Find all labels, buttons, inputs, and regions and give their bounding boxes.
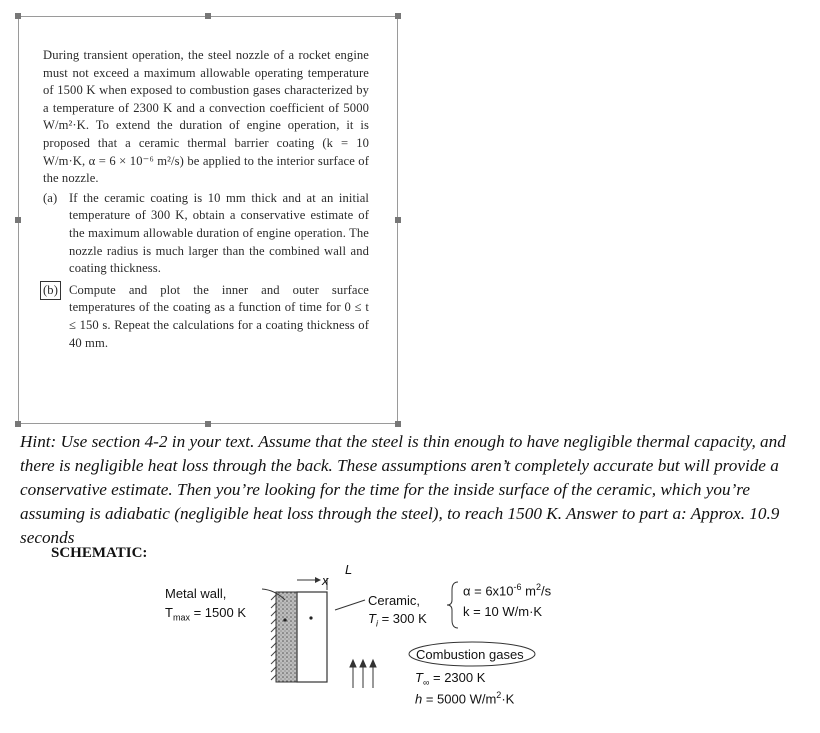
part-a <box>43 190 369 278</box>
thickness-label: L <box>345 562 353 577</box>
ceramic-label: Ceramic, <box>368 593 421 608</box>
corner-handle <box>205 421 211 427</box>
part-b-text: Compute and plot the inner and outer surface temperatures of the coating as a function of time for 0 ≤ t ≤ 150 s. Repeat the calculations for a coating thickness of 40 mm. <box>69 282 369 350</box>
k-label: k = 10 W/m·K <box>463 604 543 619</box>
corner-handle <box>205 13 211 19</box>
ceramic-layer <box>297 592 327 682</box>
corner-handle <box>15 13 21 19</box>
alpha-label: $\alpha = 6x10^{-6}$ $m^2/s$ <box>463 582 552 599</box>
corner-handle <box>15 421 21 427</box>
x-axis-label: x <box>322 573 329 588</box>
ti-label: $T_i = 300$ K <box>368 611 427 629</box>
schematic-diagram <box>150 560 590 725</box>
metal-wall-label: Metal wall, <box>165 586 227 601</box>
problem-intro: During transient operation, the steel nozzle of a rocket engine must not exceed a maximum allowable operating temperature of 1500 K when exposed to combustion gases characterized by a temperature of 2300 K and a convection coefficient of 5000 W/m²·K. To extend the duration of engine operation, it is proposed that a ceramic thermal barrier coating (k = 10 W/m·K, α = 6 × 10⁻⁶ m²/s) be applied to the interior surface of the nozzle. <box>43 48 369 186</box>
part-a-label: (a) <box>43 190 58 205</box>
problem-scan <box>18 16 398 424</box>
tinf-label: $T_\infty = 2300$ K <box>415 670 486 688</box>
metal-wall <box>276 592 297 682</box>
h-label: h = 5000 $W/m^2\cdot K$ <box>415 690 515 707</box>
corner-handle <box>15 217 21 223</box>
part-a-text: If the ceramic coating is 10 mm thick and at an initial temperature of 300 K, obtain a conservative estimate of the maximum allowable duration of engine operation. The nozzle radius is much larger than the combined wall and coating thickness. <box>69 190 369 276</box>
combustion-label: Combustion gases <box>416 647 524 662</box>
problem-text <box>43 47 369 352</box>
corner-handle <box>395 13 401 19</box>
back-hatch <box>271 595 276 680</box>
part-b-label: (b) <box>40 281 61 301</box>
hint-text: Hint: Use section 4-2 in your text. Assume that the steel is thin enough to have negligible thermal capacity, and there is negligible heat loss through the back. These assumptions aren’t completely accurate but will provide a conservative estimate. Then you’re looking for the time for the inside surface of the ceramic, which you’re assuming is adiabatic (negligible heat loss through the steel), to reach 1500 K. Answer to part a: Approx. 10.9 seconds <box>20 432 786 547</box>
schematic-title: SCHEMATIC: <box>51 545 148 561</box>
corner-handle <box>395 421 401 427</box>
tmax-label: $T_{max} = 1500$ K <box>165 605 246 623</box>
part-b <box>43 282 369 352</box>
corner-handle <box>395 217 401 223</box>
